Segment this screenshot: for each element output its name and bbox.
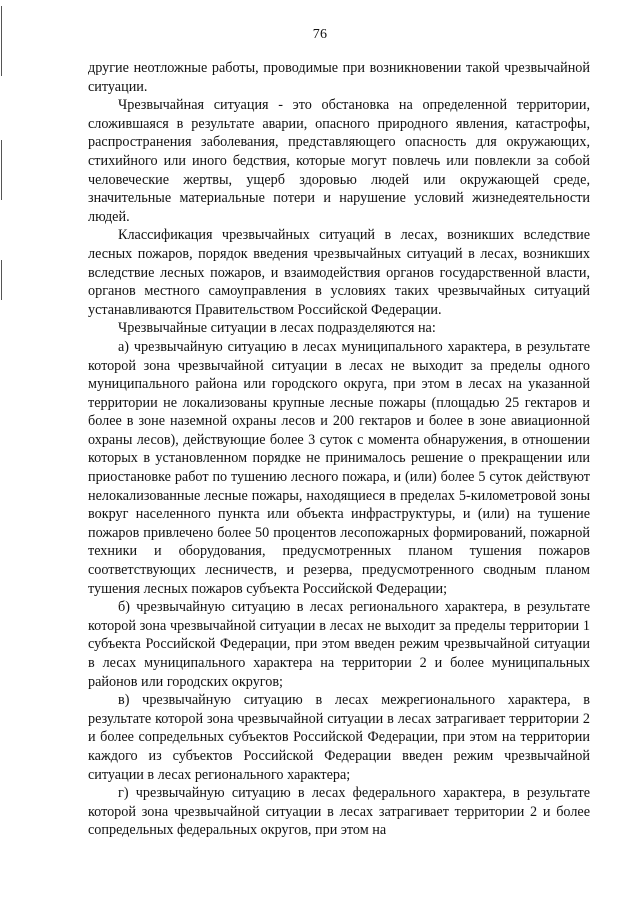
paragraph-continuation: другие неотложные работы, проводимые при возникновении такой чрезвычайной ситуации. [88,60,590,95]
list-item-b: б) чрезвычайную ситуацию в лесах регионального характера, в результате которой зона чрезвычайной ситуации в лесах не выходит за пределы территории 1 субъекта Российской Федерации, при этом введен режим чрезвычайной ситуации в лесах муниципального характера на территории 2 и более муниципальных районов или городских округов; [88,599,590,690]
list-item-a: а) чрезвычайную ситуацию в лесах муниципального характера, в результате которой зона чрезвычайной ситуации в лесах не выходит за пределы одного муниципального района или городского округа, при этом в лесах на указанной территории не локализованы крупные лесные пожары (площадью 25 гектаров и более в зоне наземной охраны лесов и 200 гектаров и более в зоне авиационной охраны лесов), действующие более 3 суток с момента обнаружения, в отношении которых в установленном порядке не принималось решение о прекращении или приостановке работ по тушению лесного пожара, и (или) более 5 суток действуют нелокализованные лесные пожары, находящиеся в пределах 5-километровой зоны вокруг населенного пункта или объекта инфраструктуры, и (или) на тушение пожаров привлечено более 50 процентов лесопожарных формирований, пожарной техники и оборудования, предусмотренных планом тушения пожаров соответствующих лесничеств, и резерва, предусмотренного сводным планом тушения лесных пожаров субъекта Российской Федерации; [88,338,590,597]
list-item-g: г) чрезвычайную ситуацию в лесах федерального характера, в результате которой зона чрезвычайной ситуации в лесах затрагивает территории 2 и более сопредельных федеральных округов, при этом на [88,785,590,839]
page-number: 76 [312,27,328,42]
paragraph-definition: Чрезвычайная ситуация - это обстановка на определенной территории, сложившаяся в результате аварии, опасного природного явления, катастрофы, распространения заболевания, представляющего опасность для окружающих, стихийного или иного бедствия, которые могут повлечь или повлекли за собой человеческие жертвы, ущерб здоровью людей или окружающей среде, значительные материальные потери и нарушение условий жизнедеятельности людей. [88,97,590,225]
paragraph-list-intro: Чрезвычайные ситуации в лесах подразделяются на: [118,320,436,337]
scan-edge-marks [1,0,4,905]
document-body [88,59,590,840]
list-item-v: в) чрезвычайную ситуацию в лесах межрегионального характера, в результате которой зона чрезвычайной ситуации в лесах затрагивает территории 2 и более сопредельных субъектов Российской Федерации, при этом на территории каждого из субъектов Российской Федерации введен режим чрезвычайной ситуации в лесах регионального характера; [88,692,590,783]
paragraph-classification: Классификация чрезвычайных ситуаций в лесах, возникших вследствие лесных пожаров, порядок введения чрезвычайных ситуаций в лесах, возникших вследствие лесных пожаров, и взаимодействия органов государственной власти, органов местного самоуправления в условиях таких чрезвычайных ситуаций устанавливаются Правительством Российской Федерации. [88,227,590,318]
